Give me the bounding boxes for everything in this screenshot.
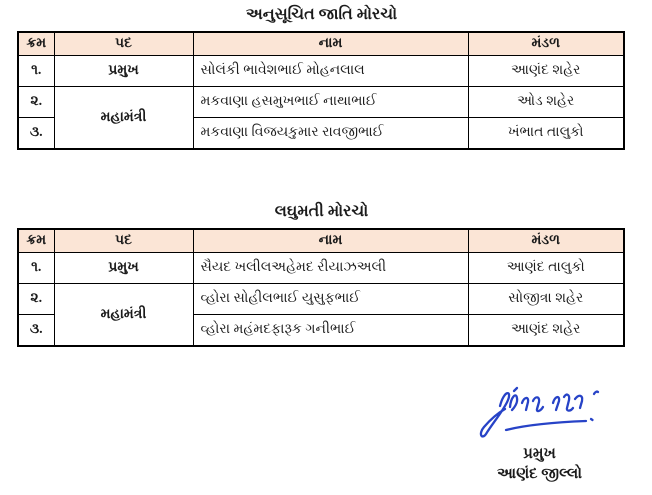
cell-mandal: સોજીત્રા શહેર (468, 284, 624, 315)
table-row (18, 87, 624, 118)
table2-header-post: પદ (54, 229, 193, 253)
table2-title: લઘુમતી મોરચો (274, 203, 369, 220)
table-row (18, 56, 624, 87)
table1-title: અનુસૂચિત જાતિ મોરચો (245, 6, 398, 23)
cell-post-merged: મહામંત્રી (54, 87, 193, 150)
cell-mandal: આણંદ શહેર (468, 56, 624, 87)
table2-header-name: નામ (193, 229, 468, 253)
table1-header-name: નામ (193, 32, 468, 56)
cell-serial: ૩. (18, 118, 54, 150)
signatory-role: પ્રમુખ (523, 446, 556, 462)
signatory-district: આણંદ જીલ્લો (497, 466, 582, 482)
table1 (17, 31, 625, 150)
table2-header-row (18, 229, 624, 253)
section-scheduled-caste-morcho (17, 4, 626, 150)
table1-header-row (18, 32, 624, 56)
signature-block (452, 382, 627, 485)
table1-header-post: પદ (54, 32, 193, 56)
signature-handwriting-icon (470, 382, 610, 446)
cell-name: મકવાણા હસમુખભાઈ નાથાભાઈ (193, 87, 468, 118)
table1-header-serial: ક્રમ (18, 32, 54, 56)
cell-serial: ૧. (18, 253, 54, 284)
cell-serial: ૩. (18, 315, 54, 347)
cell-mandal: આણંદ તાલુકો (468, 253, 624, 284)
cell-mandal: ખંભાત તાલુકો (468, 118, 624, 150)
table2-header-serial: ક્રમ (18, 229, 54, 253)
table-row (18, 284, 624, 315)
cell-serial: ૨. (18, 87, 54, 118)
cell-name: મકવાણા વિજયકુમાર રાવજીભાઈ (193, 118, 468, 150)
cell-name: સૈયદ ખલીલઅહેમદ રીયાઝઅલી (193, 253, 468, 284)
cell-name: વ્હોરા સોહીલભાઈ યુસુફભાઈ (193, 284, 468, 315)
cell-post-merged: મહામંત્રી (54, 284, 193, 347)
section-minority-morcho (17, 201, 626, 347)
cell-serial: ૨. (18, 284, 54, 315)
cell-name: સોલંકી ભાવેશભાઈ મોહનલાલ (193, 56, 468, 87)
table-row (18, 253, 624, 284)
cell-serial: ૧. (18, 56, 54, 87)
cell-mandal: ઓડ શહેર (468, 87, 624, 118)
table1-header-mandal: મંડળ (468, 32, 624, 56)
cell-mandal: આણંદ શહેર (468, 315, 624, 347)
cell-name: વ્હોરા મહંમદફારૂક ગનીભાઈ (193, 315, 468, 347)
table2 (17, 228, 625, 347)
cell-post: પ્રમુખ (54, 253, 193, 284)
cell-post: પ્રમુખ (54, 56, 193, 87)
table2-header-mandal: મંડળ (468, 229, 624, 253)
